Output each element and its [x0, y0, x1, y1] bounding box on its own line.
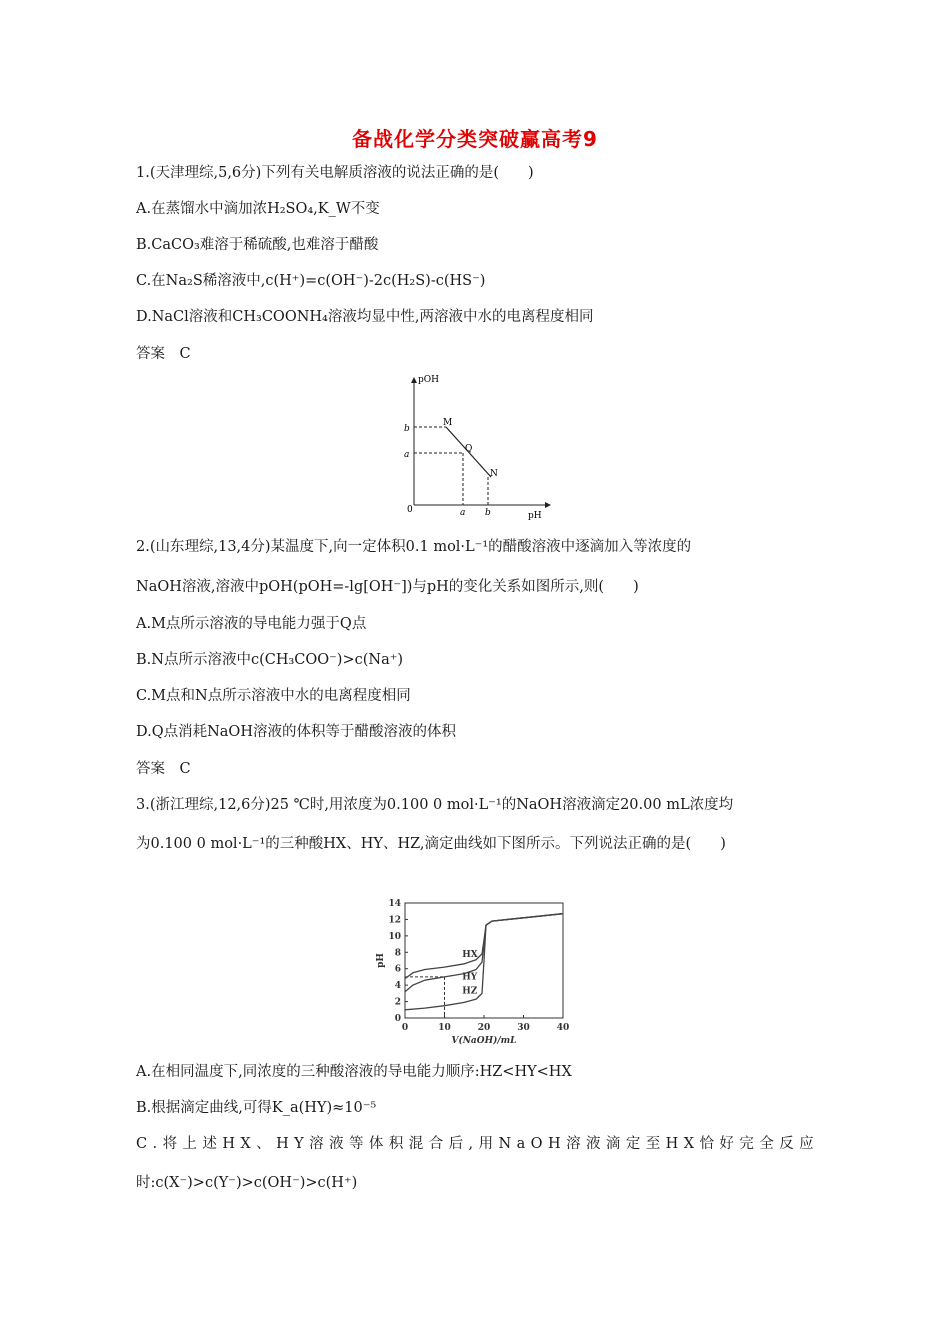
x-tick-label: 10: [438, 1023, 451, 1033]
x-tick-a: a: [460, 508, 466, 518]
y-tick-label: 12: [388, 915, 401, 926]
y-tick-label: 2: [394, 997, 401, 1008]
x-tick-label: 30: [517, 1023, 530, 1033]
q3-option-c-line1: C . 将 上 述 H X 、 H Y 溶 液 等 体 积 混 合 后 , 用 N a O H 溶 液 滴 定 至 H X 恰 好 完 全 反 应: [136, 1136, 814, 1152]
y-tick-label: 14: [388, 899, 401, 909]
series-hx-label: HX: [462, 950, 478, 961]
y-tick-label: 0: [394, 1014, 401, 1024]
poh-ph-figure: [398, 372, 558, 522]
page-title: 备战化学分类突破赢高考9: [352, 127, 598, 151]
series-hz-label: HZ: [462, 986, 478, 997]
q2-option-d: D.Q点消耗NaOH溶液的体积等于醋酸溶液的体积: [136, 724, 456, 740]
q2-option-a: A.M点所示溶液的导电能力强于Q点: [136, 616, 367, 632]
x-axis-label: V(NaOH)/mL: [451, 1036, 517, 1046]
series-hz-line: [405, 914, 563, 1010]
y-axis-label: pOH: [418, 375, 439, 385]
q2-option-c: C.M点和N点所示溶液中水的电离程度相同: [136, 688, 411, 704]
y-tick-label: 4: [394, 981, 401, 992]
y-tick-label: 8: [394, 948, 401, 959]
titration-chart: [370, 893, 580, 1053]
origin-label: 0: [407, 505, 413, 515]
q2-stem-line1: 2.(山东理综,13,4分)某温度下,向一定体积0.1 mol·L⁻¹的醋酸溶液中逐滴加入等浓度的: [136, 539, 692, 555]
point-m: M: [443, 418, 453, 428]
x-axis-label: pH: [528, 511, 542, 521]
q1-option-a: A.在蒸馏水中滴加浓H₂SO₄,K_W不变: [136, 201, 380, 217]
point-q: Q: [465, 444, 473, 454]
q1-answer: 答案 C: [136, 346, 191, 362]
q1-option-c: C.在Na₂S稀溶液中,c(H⁺)=c(OH⁻)-2c(H₂S)-c(HS⁻): [136, 273, 486, 289]
x-tick-label: 20: [477, 1023, 491, 1033]
q1-stem: 1.(天津理综,5,6分)下列有关电解质溶液的说法正确的是( ): [136, 165, 534, 181]
q3-option-c-line2: 时:c(X⁻)>c(Y⁻)>c(OH⁻)>c(H⁺): [136, 1175, 358, 1191]
q2-stem-line2: NaOH溶液,溶液中pOH(pOH=-lg[OH⁻])与pH的变化关系如图所示,则( ): [136, 579, 639, 595]
q3-stem-line2: 为0.100 0 mol·L⁻¹的三种酸HX、HY、HZ,滴定曲线如下图所示。下列说法正确的是( ): [136, 836, 726, 852]
x-tick-label: 40: [556, 1023, 570, 1033]
y-tick-b: b: [404, 424, 410, 434]
series-hy-label: HY: [462, 972, 478, 983]
q2-answer: 答案 C: [136, 761, 191, 777]
x-tick-b: b: [485, 508, 491, 518]
q2-option-b: B.N点所示溶液中c(CH₃COO⁻)>c(Na⁺): [136, 652, 404, 668]
y-tick-a: a: [404, 450, 410, 460]
y-tick-label: 10: [388, 931, 401, 942]
y-tick-label: 6: [394, 964, 401, 975]
y-axis-label: pH: [376, 953, 386, 968]
q3-option-a: A.在相同温度下,同浓度的三种酸溶液的导电能力顺序:HZ<HY<HX: [136, 1064, 572, 1080]
q1-option-b: B.CaCO₃难溶于稀硫酸,也难溶于醋酸: [136, 237, 379, 253]
x-tick-label: 0: [401, 1023, 409, 1033]
q3-stem-line1: 3.(浙江理综,12,6分)25 ℃时,用浓度为0.100 0 mol·L⁻¹的NaOH溶液滴定20.00 mL浓度均: [136, 797, 734, 813]
q3-option-b: B.根据滴定曲线,可得K_a(HY)≈10⁻⁵: [136, 1100, 377, 1116]
q1-option-d: D.NaCl溶液和CH₃COONH₄溶液均显中性,两溶液中水的电离程度相同: [136, 309, 594, 325]
point-n: N: [490, 469, 498, 479]
